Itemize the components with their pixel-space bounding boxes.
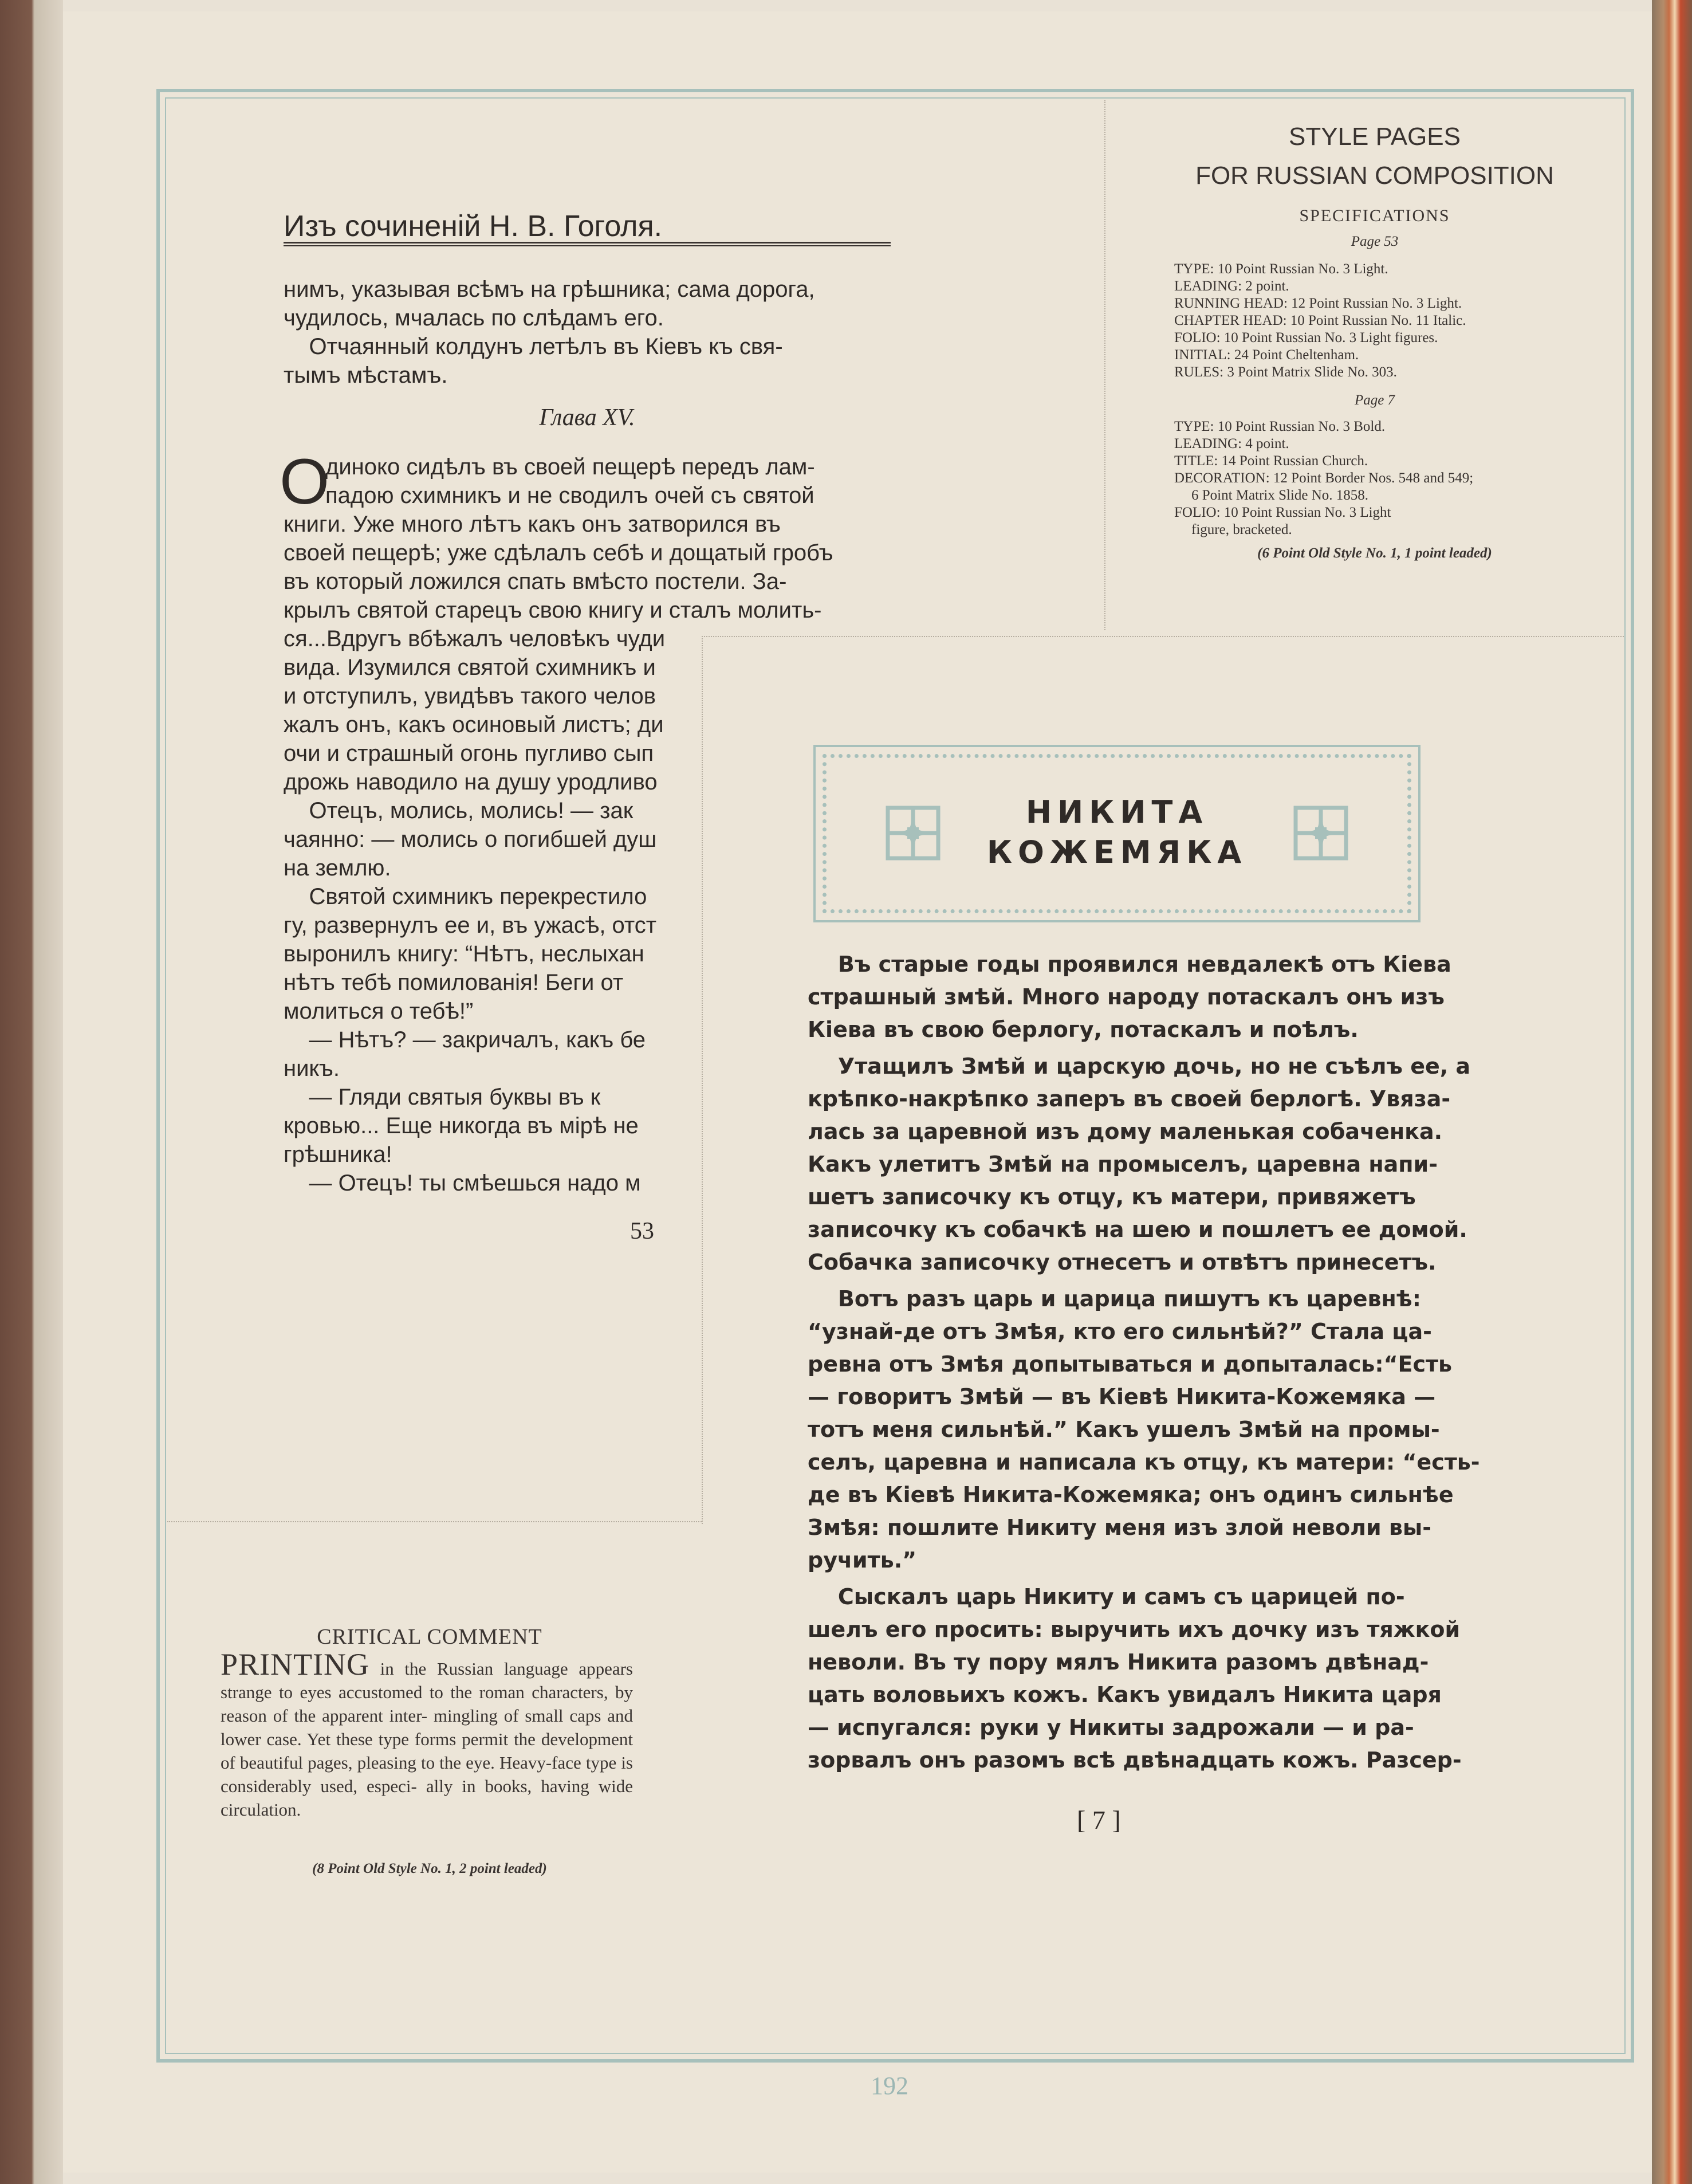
text-line: книги. Уже много лѣтъ какъ онъ затворился въ: [284, 512, 781, 537]
text-line: ся...Вдругъ вбѣжалъ человѣкъ чуди: [284, 626, 666, 651]
chapter-head: Глава XV.: [539, 404, 635, 431]
spec-line: TYPE: 10 Point Russian No. 3 Bold.: [1174, 419, 1386, 434]
text-line: Въ старые годы проявился невдалекѣ отъ Кіева: [808, 952, 1451, 977]
spec-line: RULES: 3 Point Matrix Slide No. 303.: [1174, 364, 1397, 380]
text-line: диноко сидѣлъ въ своей пещерѣ передъ лам-: [325, 454, 815, 480]
story-title-line: НИКИТА: [1025, 794, 1209, 830]
spec-note: (6 Point Old Style No. 1, 1 point leaded): [1257, 545, 1492, 561]
text-line: на землю.: [284, 855, 391, 881]
text-line: жалъ онъ, какъ осиновый листъ; ди: [284, 712, 664, 737]
spec-line: FOLIO: 10 Point Russian No. 3 Light figures.: [1174, 330, 1438, 345]
text-line: лась за царевной изъ дому маленькая собаченка.: [808, 1119, 1443, 1144]
text-line: Отчаянный колдунъ летѣлъ въ Кіевъ къ свя-: [284, 334, 783, 359]
spec-line: INITIAL: 24 Point Cheltenham.: [1174, 347, 1359, 363]
text-line: “узнай-де отъ Змѣя, кто его сильнѣй?” Стала ца-: [808, 1319, 1432, 1344]
text-line: Собачка записочку отнесетъ и отвѣтъ принесетъ.: [808, 1250, 1437, 1275]
text-line: крѣпко-накрѣпко заперъ въ своей берлогѣ. Увяза-: [808, 1086, 1451, 1111]
drop-initial: О: [280, 446, 330, 517]
text-line: ревна отъ Змѣя допытываться и допыталась:“Есть: [808, 1352, 1453, 1377]
text-line: цать воловьихъ кожъ. Какъ увидалъ Никита царя: [808, 1682, 1442, 1707]
text-line: Вотъ разъ царь и царица пишутъ къ царевнѣ:: [808, 1286, 1421, 1311]
text-line: дрожь наводило на душу уродливо: [284, 769, 658, 795]
spec-line: figure, bracketed.: [1191, 522, 1292, 537]
text-line: неволи. Въ ту пору мялъ Никита разомъ двѣнад-: [808, 1649, 1429, 1675]
text-line: Какъ улетитъ Змѣй на промыселъ, царевна напи-: [808, 1152, 1438, 1177]
text-line: очи и страшный огонь пугливо сып: [284, 741, 654, 766]
text-line: чаянно: — молись о погибшей душ: [284, 827, 657, 852]
divider-specs-left: [1104, 100, 1105, 630]
story-title-line: КОЖЕМЯКА: [986, 834, 1248, 870]
text-line: и отступилъ, увидѣвъ такого челов: [284, 684, 656, 709]
text-line: шелъ его просить: выручить ихъ дочку изъ тяжкой: [808, 1617, 1461, 1642]
comment-note: (8 Point Old Style No. 1, 2 point leaded): [312, 1861, 547, 1876]
comment-body: [221, 1647, 633, 1821]
spec-title-line: STYLE PAGES: [1289, 123, 1461, 151]
spec-title: [1123, 117, 1627, 195]
spec-line: TITLE: 14 Point Russian Church.: [1174, 453, 1368, 469]
book-binding-left: [0, 0, 63, 2184]
text-line: Змѣя: пошлите Никиту меня изъ злой неволи вы-: [808, 1515, 1432, 1540]
text-line: — испугался: руки у Никиты задрожали — и ра-: [808, 1715, 1414, 1740]
text-line: зорвалъ онъ разомъ всѣ двѣнадцать кожъ. Разсер-: [808, 1747, 1462, 1773]
spec-list-page7: [1174, 418, 1632, 539]
text-line: выронилъ книгу: “Нѣтъ, неслыхан: [284, 941, 644, 967]
text-line: Отецъ, молись, молись! — зак: [284, 798, 633, 823]
comment-title: CRITICAL COMMENT: [317, 1625, 542, 1649]
text-line: крылъ святой старецъ свою книгу и сталъ молить-: [284, 598, 822, 623]
spec-line: CHAPTER HEAD: 10 Point Russian No. 11 Italic.: [1174, 313, 1466, 328]
text-line: нимъ, указывая всѣмъ на грѣшника; сама дорога,: [284, 277, 815, 302]
text-line: нѣтъ тебѣ помилованія! Беги от: [284, 970, 624, 995]
divider-specs-bottom: [702, 636, 1624, 637]
plate-number: 192: [871, 2072, 908, 2100]
text-line: падою схимникъ и не сводилъ очей съ святой: [325, 483, 814, 508]
comment-first-word: PRINTING: [221, 1647, 369, 1682]
folio: [ 7 ]: [1077, 1805, 1121, 1835]
text-line: грѣшника!: [284, 1142, 392, 1167]
text-line: шетъ записочку къ отцу, къ матери, привяжетъ: [808, 1184, 1416, 1209]
text-line: вида. Изумился святой схимникъ и: [284, 655, 656, 680]
comment-text: in the Russian language appears strange to eyes accustomed to the roman characters, by reason of the apparent inter- mingling of small caps and lower case. Yet these type forms permit the development of beautiful pages, pleasing to the eye. Heavy-face type is considerably used, especi- ally in books, having wide circulation.: [221, 1659, 633, 1820]
text-line: тымъ мѣстамъ.: [284, 363, 448, 388]
spec-line: TYPE: 10 Point Russian No. 3 Light.: [1174, 261, 1388, 277]
text-line: своей пещерѣ; уже сдѣлалъ себѣ и дощатый гробъ: [284, 540, 833, 565]
spec-line: LEADING: 2 point.: [1174, 278, 1289, 294]
title-border-box: [813, 745, 1421, 922]
spec-line: DECORATION: 12 Point Border Nos. 548 and 549;: [1174, 470, 1474, 486]
text-line: — Гляди святыя буквы въ к: [284, 1085, 601, 1110]
text-line: — Нѣтъ? — закричалъ, какъ бе: [284, 1027, 646, 1052]
text-line: ручить.”: [808, 1547, 917, 1573]
divider-page53-right: [702, 636, 703, 1524]
folio: 53: [630, 1218, 654, 1244]
text-line: молиться о тебѣ!”: [284, 999, 474, 1024]
spec-page-label: Page 53: [1351, 234, 1399, 249]
text-line: де въ Кіевѣ Никита-Кожемяка; онъ одинъ сильнѣе: [808, 1482, 1454, 1507]
text-line: селъ, царевна и написала къ отцу, къ матери: “есть-: [808, 1450, 1480, 1475]
text-line: въ который ложился спать вмѣсто постели. За-: [284, 569, 787, 594]
book-edge-right: [1652, 0, 1692, 2184]
spec-page-label: Page 7: [1354, 392, 1395, 408]
text-line: Кіева въ свою берлогу, потаскалъ и поѣлъ.: [808, 1017, 1359, 1042]
text-line: Святой схимникъ перекрестило: [284, 884, 647, 909]
spec-line: LEADING: 4 point.: [1174, 436, 1289, 451]
spec-subtitle: SPECIFICATIONS: [1299, 206, 1450, 225]
running-head: Изъ сочиненій Н. В. Гоголя.: [284, 210, 663, 243]
spec-title-line: FOR RUSSIAN COMPOSITION: [1195, 162, 1554, 190]
divider-comment-top: [167, 1521, 702, 1522]
text-line: Сыскалъ царь Никиту и самъ съ царицей по-: [808, 1584, 1405, 1609]
text-line: кровью... Еще никогда въ мірѣ не: [284, 1113, 639, 1138]
text-line: — Отецъ! ты смѣешься надо м: [284, 1170, 641, 1196]
text-line: тотъ меня сильнѣй.” Какъ ушелъ Змѣй на промы-: [808, 1417, 1440, 1442]
text-line: никъ.: [284, 1056, 340, 1081]
head-rule: [284, 242, 891, 246]
text-line: — говоритъ Змѣй — въ Кіевѣ Никита-Кожемяка —: [808, 1384, 1436, 1409]
text-line: чудилось, мчалась по слѣдамъ его.: [284, 305, 664, 331]
spec-line: RUNNING HEAD: 12 Point Russian No. 3 Light.: [1174, 296, 1462, 311]
spec-line: FOLIO: 10 Point Russian No. 3 Light: [1174, 505, 1391, 520]
text-line: Утащилъ Змѣй и царскую дочь, но не съѣлъ ее, а: [808, 1054, 1471, 1079]
spec-line: 6 Point Matrix Slide No. 1858.: [1191, 488, 1369, 503]
text-line: страшный змѣй. Много народу потаскалъ онъ изъ: [808, 984, 1445, 1009]
text-line: записочку къ собачкѣ на шею и пошлетъ ее домой.: [808, 1217, 1467, 1242]
text-line: гу, развернулъ ее и, въ ужасѣ, отст: [284, 913, 657, 938]
spec-list-page53: [1174, 261, 1632, 381]
